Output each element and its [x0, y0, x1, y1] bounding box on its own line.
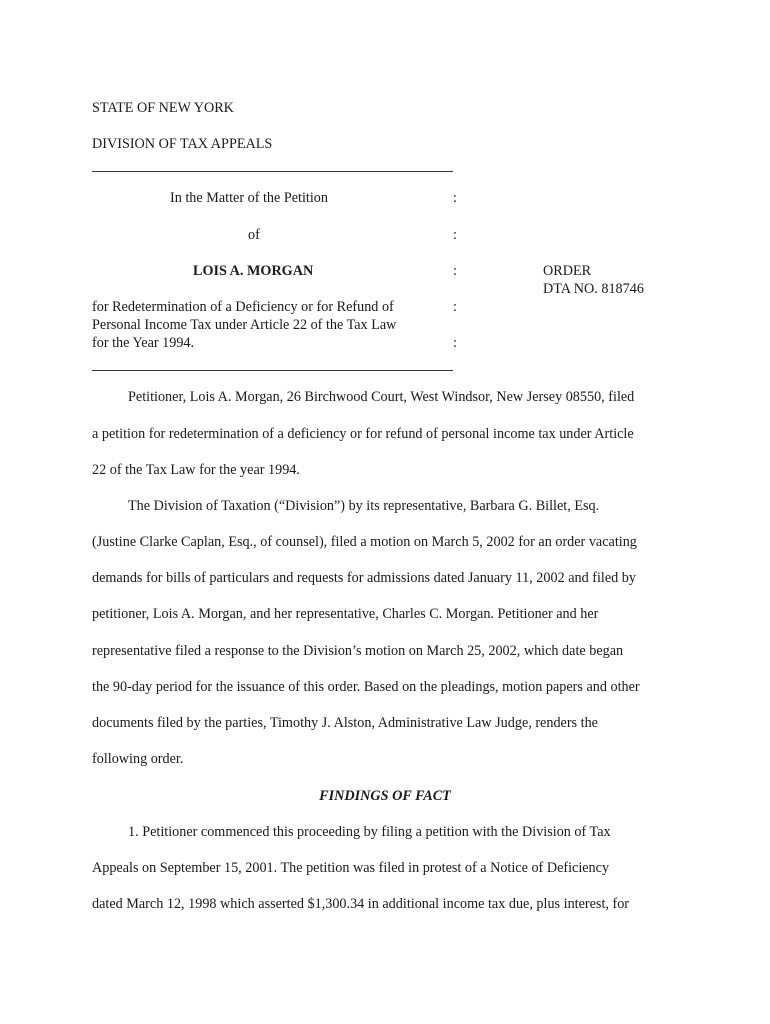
caption-matter-line: In the Matter of the Petition — [170, 190, 328, 206]
caption-colon: : — [453, 190, 457, 206]
division-header: DIVISION OF TAX APPEALS — [92, 136, 273, 152]
caption-purpose-line: for the Year 1994. — [92, 335, 195, 351]
caption-top-rule — [92, 171, 453, 172]
finding-line: 1. Petitioner commenced this proceeding by filing a petition with the Division of Tax — [128, 824, 611, 840]
finding-line: dated March 12, 1998 which asserted $1,300.34 in additional income tax due, plus interest, for — [92, 896, 630, 912]
paragraph-line: petitioner, Lois A. Morgan, and her representative, Charles C. Morgan. Petitioner and her — [92, 606, 599, 622]
paragraph-line: representative filed a response to the Division’s motion on March 25, 2002, which date began — [92, 643, 624, 659]
paragraph-line: (Justine Clarke Caplan, Esq., of counsel), filed a motion on March 5, 2002 for an order vacating — [92, 534, 637, 550]
order-label: ORDER — [543, 263, 592, 279]
findings-heading: FINDINGS OF FACT — [319, 788, 451, 804]
caption-colon: : — [453, 299, 457, 315]
petitioner-name: LOIS A. MORGAN — [193, 263, 314, 279]
paragraph-line: Petitioner, Lois A. Morgan, 26 Birchwood Court, West Windsor, New Jersey 08550, filed — [128, 389, 635, 405]
caption-colon: : — [453, 335, 457, 351]
state-header: STATE OF NEW YORK — [92, 100, 234, 116]
paragraph-line: The Division of Taxation (“Division”) by its representative, Barbara G. Billet, Esq. — [128, 498, 600, 514]
order-number: DTA NO. 818746 — [543, 281, 644, 297]
paragraph-line: documents filed by the parties, Timothy J. Alston, Administrative Law Judge, renders the — [92, 715, 598, 731]
paragraph-line: 22 of the Tax Law for the year 1994. — [92, 462, 300, 478]
caption-purpose-line: for Redetermination of a Deficiency or for Refund of — [92, 299, 394, 315]
caption-colon: : — [453, 263, 457, 279]
finding-line: Appeals on September 15, 2001. The petition was filed in protest of a Notice of Deficiency — [92, 860, 610, 876]
caption-purpose-line: Personal Income Tax under Article 22 of the Tax Law — [92, 317, 397, 333]
paragraph-line: demands for bills of particulars and requests for admissions dated January 11, 2002 and filed by — [92, 570, 636, 586]
paragraph-line: a petition for redetermination of a deficiency or for refund of personal income tax under Article — [92, 426, 634, 442]
caption-colon: : — [453, 227, 457, 243]
caption-of-line: of — [248, 227, 260, 243]
caption-bottom-rule — [92, 370, 453, 371]
paragraph-line: the 90-day period for the issuance of this order. Based on the pleadings, motion papers and other — [92, 679, 640, 695]
paragraph-line: following order. — [92, 751, 184, 767]
